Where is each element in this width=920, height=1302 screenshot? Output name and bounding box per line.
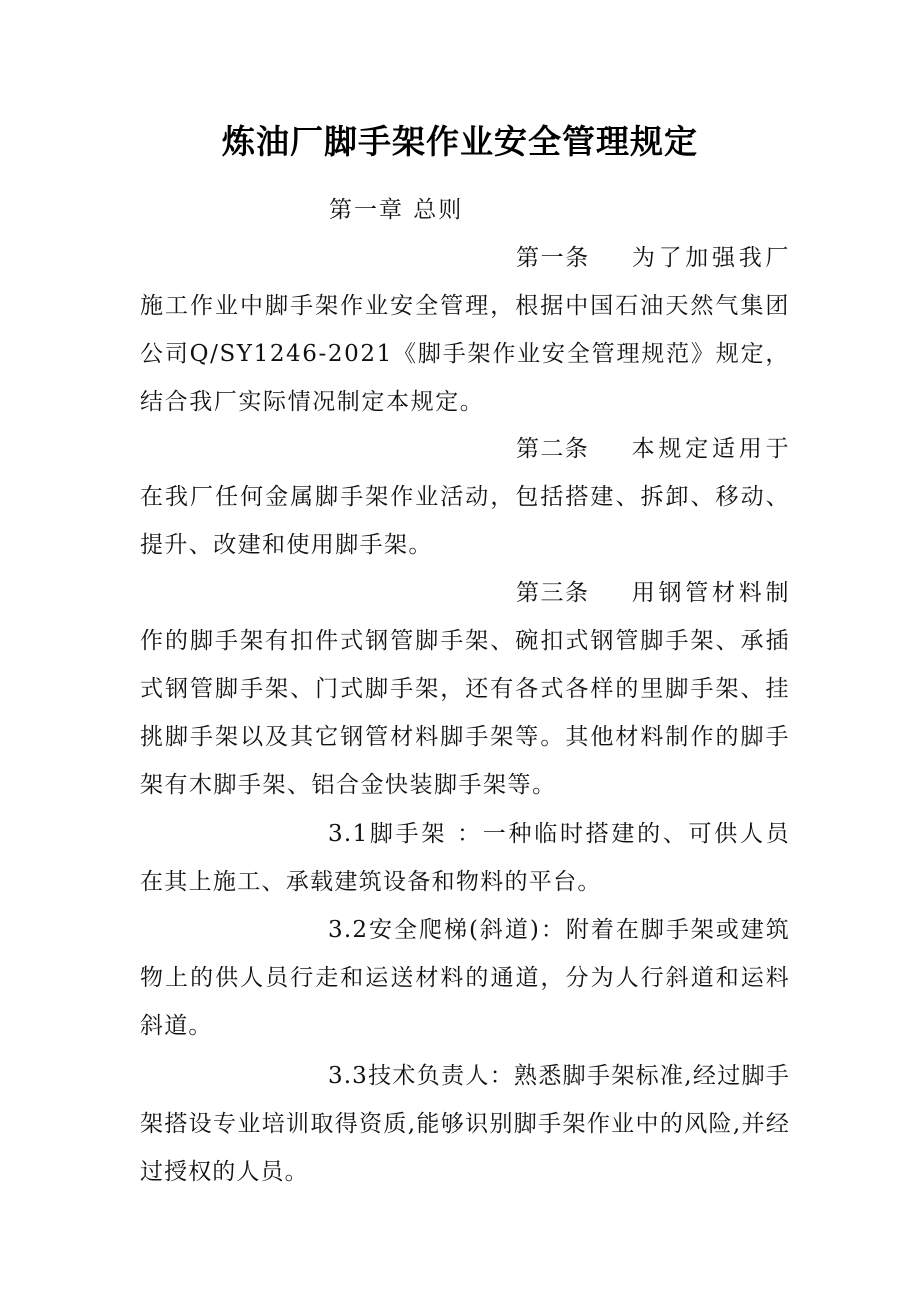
article-paragraph [140, 569, 790, 809]
article-text: 本规定适用于在我厂任何金属脚手架作业活动，包括搭建、拆卸、移动、提升、改建和使用脚手架。 [140, 436, 790, 558]
document-title: 炼油厂脚手架作业安全管理规定 [222, 122, 698, 161]
definition-3-3 [140, 1052, 790, 1196]
article-text: 为了加强我厂施工作业中脚手架作业安全管理，根据中国石油天然气集团公司Q/SY1246-2021《脚手架作业安全管理规范》规定，结合我厂实际情况制定本规定。 [140, 245, 790, 415]
definition-paragraph: 3.3技术负责人：熟悉脚手架标准,经过脚手架搭设专业培训取得资质,能够识别脚手架作业中的风险,并经过授权的人员。 [140, 1063, 790, 1185]
article-3 [140, 569, 790, 809]
article-text: 用钢管材料制作的脚手架有扣件式钢管脚手架、碗扣式钢管脚手架、承插式钢管脚手架、门式脚手架，还有各式各样的里脚手架、挂挑脚手架以及其它钢管材料脚手架等。其他材料制作的脚手架有木脚手架、铝合金快装脚手架等。 [140, 580, 790, 798]
article-2 [140, 425, 790, 569]
definition-paragraph: 3.2安全爬梯(斜道)：附着在脚手架或建筑物上的供人员行走和运送材料的通道，分为人行斜道和运料斜道。 [140, 917, 790, 1039]
chapter-heading: 第一章 总则 [329, 197, 464, 223]
definition-3-1 [140, 810, 790, 906]
article-paragraph [140, 425, 790, 569]
definition-paragraph: 3.1脚手架 ：一种临时搭建的、可供人员在其上施工、承载建筑设备和物料的平台。 [140, 821, 790, 895]
article-1 [140, 234, 790, 426]
article-number: 第一条 [516, 245, 590, 271]
article-paragraph [140, 234, 790, 426]
definition-3-2 [140, 906, 790, 1050]
article-number: 第二条 [516, 436, 590, 462]
article-number: 第三条 [516, 580, 590, 606]
